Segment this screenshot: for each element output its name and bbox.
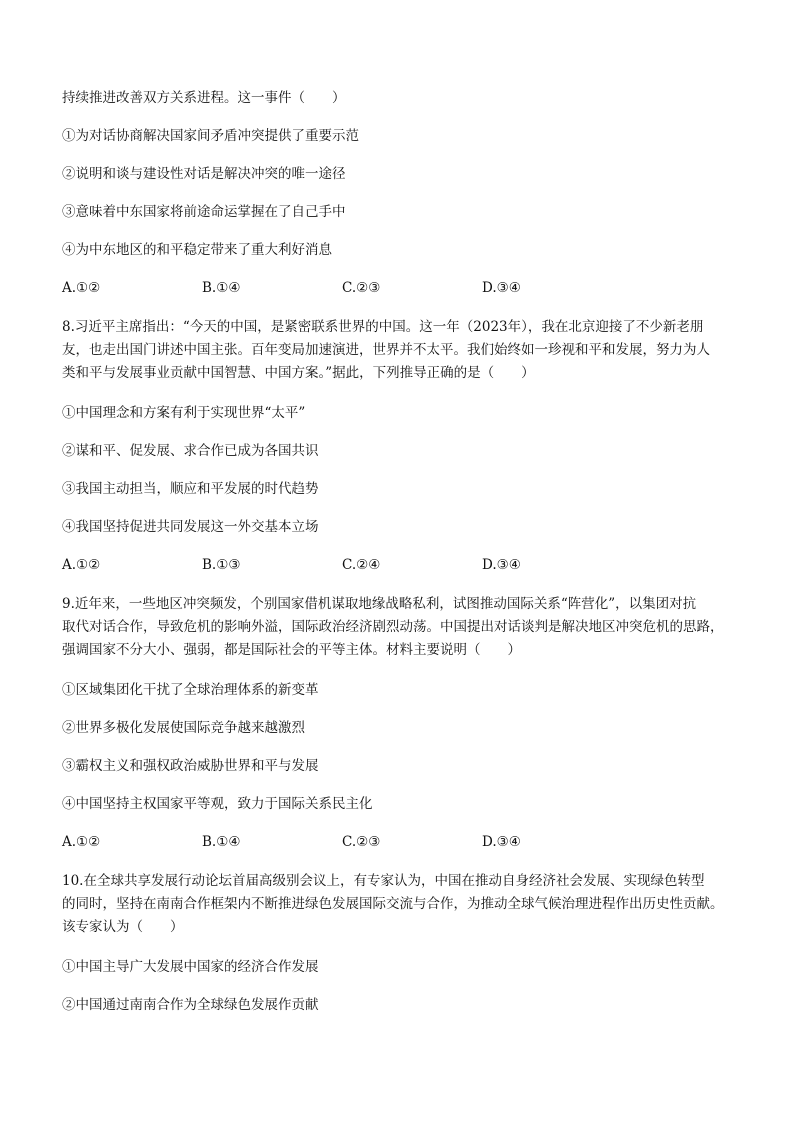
q9-stem-line-2: 取代对话合作，导致危机的影响外溢，国际政治经济剧烈动荡。中国提出对话谈判是解决地区冲突危机的思路， — [62, 619, 724, 635]
q8-choice-d: D.③④ — [482, 557, 521, 573]
q7-choice-b: B.①④ — [202, 280, 241, 296]
q10-stem-line-2: 的同时，坚持在南南合作框架内不断推进绿色发展国际交流与合作，为推动全球气候治理进程作出历史性贡献。 — [62, 896, 724, 912]
q7-choice-d: D.③④ — [482, 280, 521, 296]
q7-choices — [62, 278, 734, 298]
q8-stem-line-1: 8.习近平主席指出：“今天的中国，是紧密联系世界的中国。这一年（2023年），我在北京迎接了不少新老朋 — [62, 319, 704, 335]
q8-stem-line-2: 友，也走出国门讲述中国主张。百年变局加速演进，世界并不太平。我们始终如一珍视和平和发展，努力为人 — [62, 342, 710, 358]
q9-choice-a: A.①② — [62, 834, 101, 850]
q10-option-1: ①中国主导广大发展中国家的经济合作发展 — [62, 959, 319, 975]
q9-stem — [62, 593, 734, 662]
q8-stem-line-3: 类和平与发展事业贡献中国智慧、中国方案。”据此，下列推导正确的是（ ） — [62, 365, 535, 381]
q8-choice-a: A.①② — [62, 557, 101, 573]
q9-stem-line-1: 9.近年来，一些地区冲突频发，个别国家借机谋取地缘战略私利，试图推动国际关系“阵营化”，以集团对抗 — [62, 596, 697, 612]
q7-option-1: ①为对话协商解决国家间矛盾冲突提供了重要示范 — [62, 128, 359, 144]
q8-option-1: ①中国理念和方案有利于实现世界“太平” — [62, 405, 306, 421]
q8-choices — [62, 555, 734, 575]
exam-page — [62, 88, 734, 1033]
q8-stem — [62, 316, 734, 385]
q7-option-3: ③意味着中东国家将前途命运掌握在了自己手中 — [62, 204, 346, 220]
q10-option-2: ②中国通过南南合作为全球绿色发展作贡献 — [62, 997, 319, 1013]
q9-choice-c: C.②③ — [342, 834, 381, 850]
q9-option-1: ①区域集团化干扰了全球治理体系的新变革 — [62, 682, 319, 698]
q9-choices — [62, 832, 734, 852]
q7-stem-tail: 持续推进改善双方关系进程。这一事件（ ） — [62, 90, 346, 106]
q8-choice-b: B.①③ — [202, 557, 241, 573]
q9-choice-d: D.③④ — [482, 834, 521, 850]
q9-option-4: ④中国坚持主权国家平等观，致力于国际关系民主化 — [62, 796, 373, 812]
q8-option-4: ④我国坚持促进共同发展这一外交基本立场 — [62, 519, 319, 535]
q9-option-3: ③霸权主义和强权政治威胁世界和平与发展 — [62, 758, 319, 774]
q7-choice-a: A.①② — [62, 280, 101, 296]
q7-choice-c: C.②③ — [342, 280, 381, 296]
q7-option-4: ④为中东地区的和平稳定带来了重大利好消息 — [62, 242, 332, 258]
q9-option-2: ②世界多极化发展使国际竞争越来越激烈 — [62, 720, 305, 736]
q9-choice-b: B.①④ — [202, 834, 241, 850]
q9-stem-line-3: 强调国家不分大小、强弱，都是国际社会的平等主体。材料主要说明（ ） — [62, 642, 521, 658]
q10-stem-line-1: 10.在全球共享发展行动论坛首届高级别会议上，有专家认为，中国在推动自身经济社会发展、实现绿色转型 — [62, 873, 705, 889]
q8-choice-c: C.②④ — [342, 557, 381, 573]
q8-option-2: ②谋和平、促发展、求合作已成为各国共识 — [62, 443, 319, 459]
q8-option-3: ③我国主动担当，顺应和平发展的时代趋势 — [62, 481, 319, 497]
q10-stem — [62, 870, 734, 939]
q7-option-2: ②说明和谈与建设性对话是解决冲突的唯一途径 — [62, 166, 346, 182]
q10-stem-line-3: 该专家认为（ ） — [62, 919, 184, 935]
